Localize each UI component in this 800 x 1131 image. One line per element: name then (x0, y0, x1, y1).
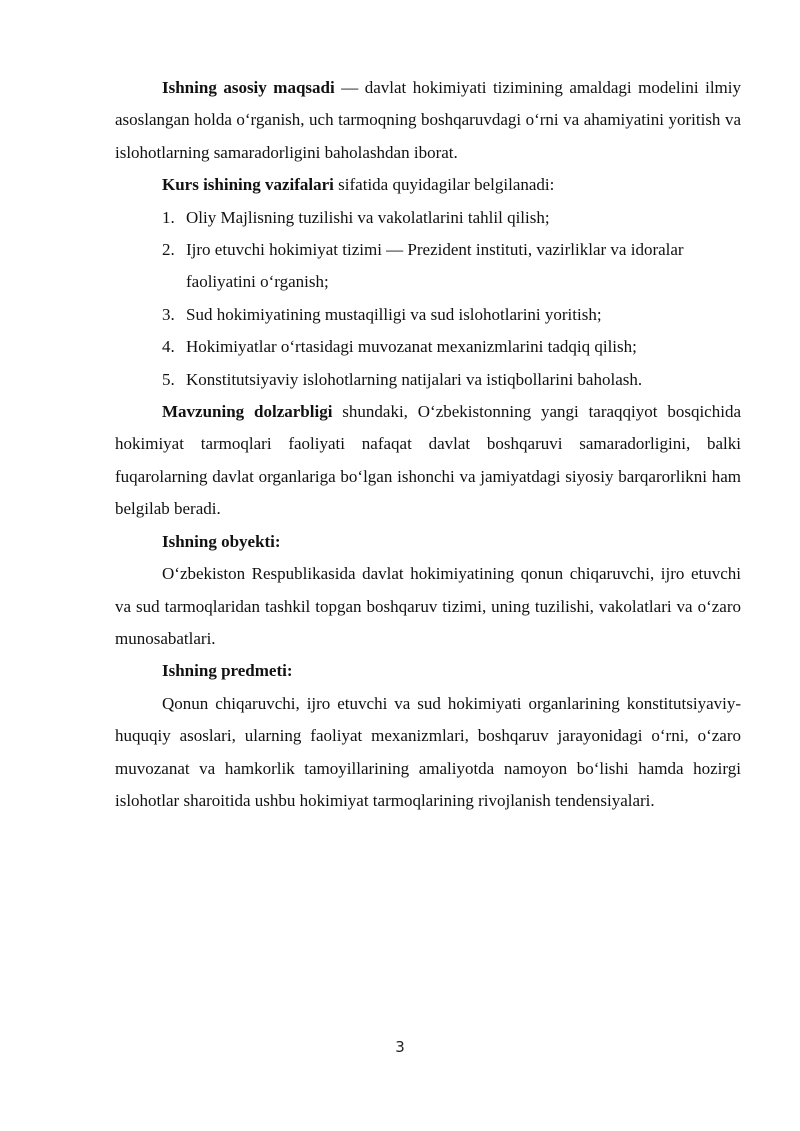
tasks-list (115, 202, 741, 396)
purpose-paragraph (115, 72, 741, 169)
subject-heading: Ishning predmeti: (162, 661, 293, 681)
list-item-text: Oliy Majlisning tuzilishi va vakolatlarini tahlil qilish; (186, 207, 550, 227)
tasks-label: Kurs ishining vazifalari (162, 175, 334, 195)
list-item (115, 364, 741, 396)
tasks-intro-paragraph (115, 169, 741, 201)
list-item (115, 234, 741, 299)
list-item-text: Konstitutsiyaviy islohotlarning natijalari va istiqbollarini baholash. (186, 369, 643, 389)
list-item-number: 5. (162, 369, 175, 389)
list-item-text: Sud hokimiyatining mustaqilligi va sud islohotlarini yoritish; (186, 304, 602, 324)
relevance-text: shundaki, O‘zbekistonning yangi taraqqiyot bosqichida hokimiyat tarmoqlari faoliyati nafaqat davlat boshqaruvi samaradorligini, balki fuqarolarning davlat organlariga bo‘lgan ishonchi va jamiyatdagi siyosiy barqarorlikni ham belgilab beradi. (115, 402, 741, 519)
relevance-label: Mavzuning dolzarbligi (162, 402, 333, 422)
purpose-label: Ishning asosiy maqsadi (162, 78, 335, 97)
list-item-number: 2. (162, 240, 175, 260)
object-paragraph: O‘zbekiston Respublikasida davlat hokimiyatining qonun chiqaruvchi, ijro etuvchi va sud tarmoqlaridan tashkil topgan boshqaruv tizimi, uning tuzilishi, vakolatlari va o‘zaro munosabatlari. (115, 564, 741, 648)
list-item (115, 331, 741, 363)
list-item (115, 202, 741, 234)
list-item-text: Hokimiyatlar o‘rtasidagi muvozanat mexanizmlarini tadqiq qilish; (186, 337, 637, 357)
list-item-number: 3. (162, 304, 175, 324)
list-item-number: 4. (162, 337, 175, 357)
object-heading: Ishning obyekti: (162, 531, 281, 551)
list-item-number: 1. (162, 207, 175, 227)
relevance-paragraph (115, 396, 741, 526)
tasks-intro-text: sifatida quyidagilar belgilanadi: (333, 175, 555, 195)
list-item (115, 299, 741, 331)
page-number: 3 (395, 1038, 405, 1056)
purpose-text: — davlat hokimiyati tizimining amaldagi modelini ilmiy asoslangan holda o‘rganish, uch tarmoqning boshqaruvdagi o‘rni va ahamiyatini yoritish va islohotlarning samaradorligini baholashdan iborat. (115, 78, 741, 162)
list-item-text: Ijro etuvchi hokimiyat tizimi — Prezident instituti, vazirliklar va idoralar faoliyatini o‘rganish; (186, 240, 684, 292)
subject-paragraph: Qonun chiqaruvchi, ijro etuvchi va sud hokimiyati organlarining konstitutsiyaviy-huquqiy asoslari, ularning faoliyat mexanizmlari, boshqaruv jarayonidagi o‘rni, o‘zaro muvozanat va hamkorlik tamoyillarining amaliyotda namoyon bo‘lishi hamda hozirgi islohotlar sharoitida ushbu hokimiyat tarmoqlarining rivojlanish tendensiyalari. (115, 693, 741, 810)
document-page (115, 72, 741, 817)
